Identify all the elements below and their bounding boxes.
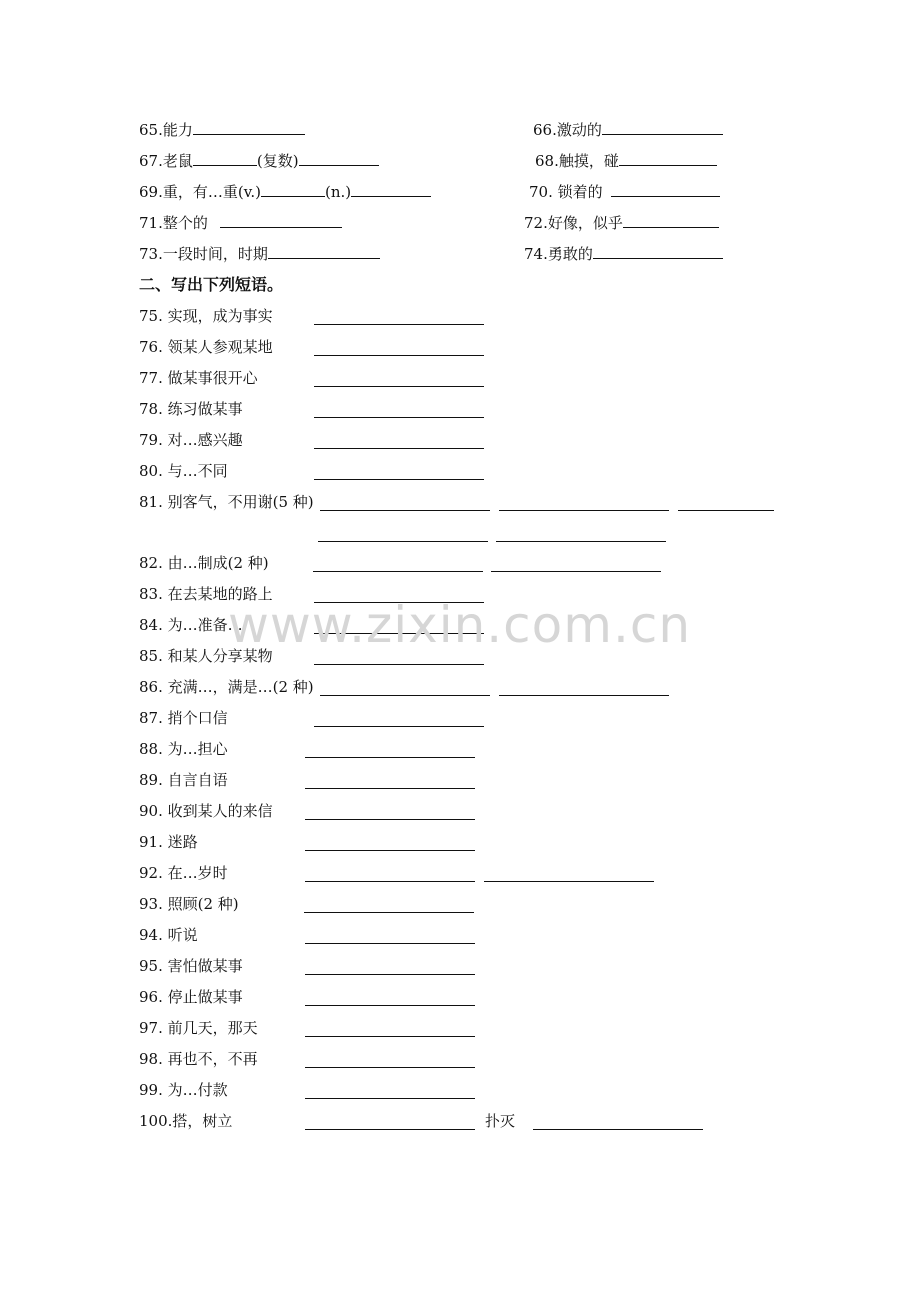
answer-blank[interactable]: [305, 1020, 475, 1037]
item-90: [139, 799, 273, 823]
answer-blank[interactable]: [320, 679, 490, 696]
answer-blank[interactable]: [491, 555, 661, 572]
item-75: [139, 304, 273, 328]
answer-blank[interactable]: [220, 211, 342, 228]
answer-blank[interactable]: [611, 180, 720, 197]
item-93: [139, 892, 239, 916]
item-label: 78. 练习做某事: [139, 400, 243, 418]
item-69-noun-label: (n.): [325, 183, 352, 201]
item-100-second-label: 扑灭: [485, 1112, 516, 1130]
item-72-label: 72.好像，似乎: [524, 214, 623, 232]
answer-blank[interactable]: [320, 494, 490, 511]
item-74-label: 74.勇敢的: [524, 245, 593, 263]
answer-blank[interactable]: [305, 865, 475, 882]
item-label: 81. 别客气，不用谢(5 种): [139, 493, 314, 511]
item-92: [139, 861, 228, 885]
answer-blank[interactable]: [305, 927, 475, 944]
item-65-label: 65.能力: [139, 121, 193, 139]
item-label: 95. 害怕做某事: [139, 957, 243, 975]
item-label: 75. 实现，成为事实: [139, 307, 273, 325]
answer-blank[interactable]: [299, 149, 379, 166]
answer-blank[interactable]: [314, 308, 484, 325]
section-2-title: 二、写出下列短语。: [139, 275, 284, 294]
item-label: 76. 领某人参观某地: [139, 338, 273, 356]
answer-blank[interactable]: [314, 710, 484, 727]
item-73-label: 73.一段时间，时期: [139, 245, 268, 263]
answer-blank[interactable]: [305, 989, 475, 1006]
item-label: 100.搭，树立: [139, 1112, 233, 1130]
item-label: 88. 为…担心: [139, 740, 228, 758]
item-98: [139, 1047, 258, 1071]
item-99: [139, 1078, 228, 1102]
item-72: [524, 211, 719, 235]
answer-blank[interactable]: [268, 242, 380, 259]
item-66-label: 66.激动的: [533, 121, 602, 139]
answer-blank[interactable]: [305, 1082, 475, 1099]
item-71-label: 71.整个的: [139, 214, 208, 232]
answer-blank[interactable]: [313, 555, 483, 572]
answer-blank[interactable]: [623, 211, 719, 228]
answer-blank[interactable]: [593, 242, 723, 259]
item-label: 84. 为…准备…: [139, 616, 243, 634]
answer-blank[interactable]: [484, 865, 654, 882]
item-87: [139, 706, 228, 730]
item-label: 98. 再也不，不再: [139, 1050, 258, 1068]
answer-blank[interactable]: [261, 180, 325, 197]
answer-blank[interactable]: [305, 772, 475, 789]
item-66: [533, 118, 723, 142]
item-97: [139, 1016, 258, 1040]
answer-blank[interactable]: [314, 401, 484, 418]
item-82: [139, 551, 269, 575]
answer-blank[interactable]: [314, 432, 484, 449]
item-label: 99. 为…付款: [139, 1081, 228, 1099]
item-label: 93. 照顾(2 种): [139, 895, 239, 913]
answer-blank[interactable]: [314, 339, 484, 356]
answer-blank[interactable]: [305, 1051, 475, 1068]
item-65: [139, 118, 305, 142]
item-67-label: 67.老鼠: [139, 152, 193, 170]
item-label: 85. 和某人分享某物: [139, 647, 273, 665]
answer-blank[interactable]: [304, 896, 474, 913]
item-label: 91. 迷路: [139, 833, 198, 851]
answer-blank[interactable]: [619, 149, 717, 166]
item-73: [139, 242, 380, 266]
answer-blank[interactable]: [533, 1113, 703, 1130]
item-96: [139, 985, 243, 1009]
answer-blank[interactable]: [193, 149, 257, 166]
item-label: 89. 自言自语: [139, 771, 228, 789]
item-69-label: 69.重，有…重(v.): [139, 183, 262, 201]
item-label: 80. 与…不同: [139, 462, 228, 480]
item-68-label: 68.触摸，碰: [535, 152, 619, 170]
item-80: [139, 459, 228, 483]
item-88: [139, 737, 228, 761]
answer-blank[interactable]: [193, 118, 305, 135]
item-label: 92. 在…岁时: [139, 864, 228, 882]
item-77: [139, 366, 258, 390]
answer-blank[interactable]: [499, 679, 669, 696]
item-89: [139, 768, 228, 792]
answer-blank[interactable]: [314, 463, 484, 480]
item-label: 82. 由…制成(2 种): [139, 554, 269, 572]
answer-blank[interactable]: [305, 834, 475, 851]
item-label: 77. 做某事很开心: [139, 369, 258, 387]
item-label: 96. 停止做某事: [139, 988, 243, 1006]
answer-blank[interactable]: [318, 525, 488, 542]
answer-blank[interactable]: [314, 370, 484, 387]
item-94: [139, 923, 198, 947]
answer-blank[interactable]: [305, 958, 475, 975]
item-label: 90. 收到某人的来信: [139, 802, 273, 820]
answer-blank[interactable]: [351, 180, 431, 197]
item-71: [139, 211, 342, 235]
item-86: [139, 675, 314, 699]
item-69: [139, 180, 431, 204]
answer-blank[interactable]: [499, 494, 669, 511]
answer-blank[interactable]: [602, 118, 723, 135]
watermark: www.zixin.com.cn: [228, 596, 692, 654]
item-70-label: 70. 锁着的: [529, 183, 603, 201]
answer-blank[interactable]: [305, 1113, 475, 1130]
answer-blank[interactable]: [678, 494, 774, 511]
item-95: [139, 954, 243, 978]
item-67-plural-label: (复数): [256, 152, 299, 170]
item-label: 94. 听说: [139, 926, 198, 944]
answer-blank[interactable]: [305, 741, 475, 758]
item-74: [524, 242, 723, 266]
answer-blank[interactable]: [496, 525, 666, 542]
item-79: [139, 428, 243, 452]
item-81: [139, 490, 314, 514]
item-68: [535, 149, 717, 173]
item-label: 86. 充满…，满是…(2 种): [139, 678, 314, 696]
item-91: [139, 830, 198, 854]
item-76: [139, 335, 273, 359]
item-label: 97. 前几天，那天: [139, 1019, 258, 1037]
answer-blank[interactable]: [305, 803, 475, 820]
item-label: 87. 捎个口信: [139, 709, 228, 727]
item-70: [529, 180, 720, 204]
item-label: 79. 对…感兴趣: [139, 431, 243, 449]
item-78: [139, 397, 243, 421]
item-label: 83. 在去某地的路上: [139, 585, 273, 603]
item-67: [139, 149, 379, 173]
item-100: [139, 1109, 232, 1133]
